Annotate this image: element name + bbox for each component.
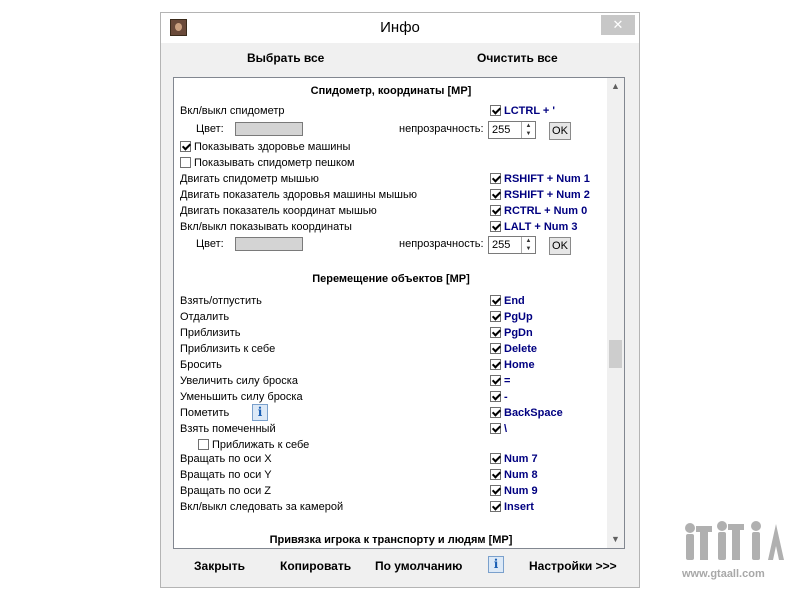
opacity1-label: непрозрачность: <box>399 123 484 135</box>
coords-toggle-label: Вкл/выкл показывать координаты <box>180 221 352 233</box>
list-item-hotkey[interactable]: = <box>490 375 510 387</box>
color1-ok-button[interactable]: OK <box>549 122 571 140</box>
list-item-label: Отдалить <box>180 311 230 323</box>
list-item-checkbox[interactable] <box>490 295 501 306</box>
list-item-hotkey[interactable]: - <box>490 391 508 403</box>
color2-swatch[interactable] <box>235 237 303 251</box>
list-item-checkbox[interactable] <box>490 327 501 338</box>
opacity1-spinner[interactable]: 255 ▲ ▼ <box>488 121 536 139</box>
list-item-checkbox[interactable] <box>490 407 501 418</box>
section-objects-title: Перемещение объектов [MP] <box>312 273 470 285</box>
select-all-button[interactable]: Выбрать все <box>247 51 325 65</box>
settings-button[interactable]: Настройки >>> <box>529 559 617 573</box>
list-item-checkbox[interactable] <box>490 375 501 386</box>
list-item-label: Пометить <box>180 407 230 419</box>
close-window-button[interactable]: ✕ <box>601 15 635 35</box>
list-item-hotkey[interactable]: BackSpace <box>490 407 563 419</box>
bring-closer-option[interactable]: Приближать к себе <box>198 439 309 451</box>
speedometer-toggle-checkbox[interactable] <box>490 105 501 116</box>
copy-button[interactable]: Копировать <box>280 559 352 573</box>
move-speedometer-checkbox[interactable] <box>490 173 501 184</box>
list-item-checkbox[interactable] <box>490 343 501 354</box>
window-title: Инфо <box>380 19 420 36</box>
rotate-y-checkbox[interactable] <box>490 469 501 480</box>
site-watermark-logo <box>676 508 788 586</box>
vertical-scrollbar[interactable] <box>607 78 624 548</box>
scroll-down-arrow-icon[interactable]: ▼ <box>611 534 620 544</box>
show-speed-on-foot-option[interactable]: Показывать спидометр пешком <box>180 157 355 169</box>
rotate-y-label: Вращать по оси Y <box>180 469 272 481</box>
list-item-checkbox[interactable] <box>490 311 501 322</box>
clear-all-button[interactable]: Очистить все <box>477 51 558 65</box>
list-item-hotkey[interactable]: Delete <box>490 343 537 355</box>
move-health-checkbox[interactable] <box>490 189 501 200</box>
scroll-up-arrow-icon[interactable]: ▲ <box>611 81 620 91</box>
list-item-hotkey[interactable]: \ <box>490 423 507 435</box>
speedometer-toggle-hotkey[interactable]: LCTRL + ' <box>490 105 555 117</box>
speedometer-toggle-label: Вкл/выкл спидометр <box>180 105 285 117</box>
watermark-text: www.gtaall.com <box>682 568 765 580</box>
list-item-checkbox[interactable] <box>490 359 501 370</box>
help-info-icon[interactable]: i <box>488 556 504 573</box>
opacity2-spinner[interactable]: 255 ▲ ▼ <box>488 236 536 254</box>
move-speedometer-hotkey[interactable]: RSHIFT + Num 1 <box>490 173 590 185</box>
move-coords-checkbox[interactable] <box>490 205 501 216</box>
list-item-label: Увеличить силу броска <box>180 375 298 387</box>
list-item-label: Взять помеченный <box>180 423 276 435</box>
settings-panel <box>173 77 625 549</box>
list-item-hotkey[interactable]: Home <box>490 359 535 371</box>
info-icon[interactable]: i <box>252 404 268 421</box>
spinner-arrows-icon[interactable]: ▲ ▼ <box>521 122 535 138</box>
coords-toggle-hotkey[interactable]: LALT + Num 3 <box>490 221 577 233</box>
move-health-label: Двигать показатель здоровья машины мышью <box>180 189 417 201</box>
follow-camera-checkbox[interactable] <box>490 501 501 512</box>
rotate-z-hotkey[interactable]: Num 9 <box>490 485 538 497</box>
rotate-x-label: Вращать по оси X <box>180 453 272 465</box>
show-speed-on-foot-checkbox[interactable] <box>180 157 191 168</box>
section-speedometer-title: Спидометр, координаты [MP] <box>310 85 472 97</box>
list-item-label: Приблизить <box>180 327 241 339</box>
color2-label: Цвет: <box>196 238 224 250</box>
follow-camera-hotkey[interactable]: Insert <box>490 501 534 513</box>
spinner-arrows-icon[interactable]: ▲ ▼ <box>521 237 535 253</box>
list-item-label: Бросить <box>180 359 222 371</box>
list-item-hotkey[interactable]: PgDn <box>490 327 533 339</box>
rotate-y-hotkey[interactable]: Num 8 <box>490 469 538 481</box>
close-button[interactable]: Закрыть <box>194 559 246 573</box>
move-coords-hotkey[interactable]: RCTRL + Num 0 <box>490 205 587 217</box>
section-attach-title: Привязка игрока к транспорту и людям [MP] <box>269 534 513 546</box>
coords-toggle-checkbox[interactable] <box>490 221 501 232</box>
rotate-x-hotkey[interactable]: Num 7 <box>490 453 538 465</box>
color2-ok-button[interactable]: OK <box>549 237 571 255</box>
list-item-checkbox[interactable] <box>490 423 501 434</box>
default-button[interactable]: По умолчанию <box>375 559 463 573</box>
rotate-x-checkbox[interactable] <box>490 453 501 464</box>
list-item-hotkey[interactable]: PgUp <box>490 311 533 323</box>
color1-swatch[interactable] <box>235 122 303 136</box>
list-item-hotkey[interactable]: End <box>490 295 525 307</box>
rotate-z-label: Вращать по оси Z <box>180 485 271 497</box>
list-item-label: Взять/отпустить <box>180 295 262 307</box>
follow-camera-label: Вкл/выкл следовать за камерой <box>180 501 344 513</box>
color1-label: Цвет: <box>196 123 224 135</box>
scrollbar-thumb[interactable] <box>609 340 622 368</box>
info-window <box>160 12 640 588</box>
bring-closer-checkbox[interactable] <box>198 439 209 450</box>
show-car-health-checkbox[interactable] <box>180 141 191 152</box>
rotate-z-checkbox[interactable] <box>490 485 501 496</box>
list-item-checkbox[interactable] <box>490 391 501 402</box>
list-item-label: Приблизить к себе <box>180 343 276 355</box>
move-health-hotkey[interactable]: RSHIFT + Num 2 <box>490 189 590 201</box>
show-car-health-option[interactable]: Показывать здоровье машины <box>180 141 350 153</box>
move-coords-label: Двигать показатель координат мышью <box>180 205 377 217</box>
list-item-label: Уменьшить силу броска <box>180 391 303 403</box>
opacity2-label: непрозрачность: <box>399 238 484 250</box>
move-speedometer-label: Двигать спидометр мышью <box>180 173 319 185</box>
title-bar <box>161 13 639 43</box>
